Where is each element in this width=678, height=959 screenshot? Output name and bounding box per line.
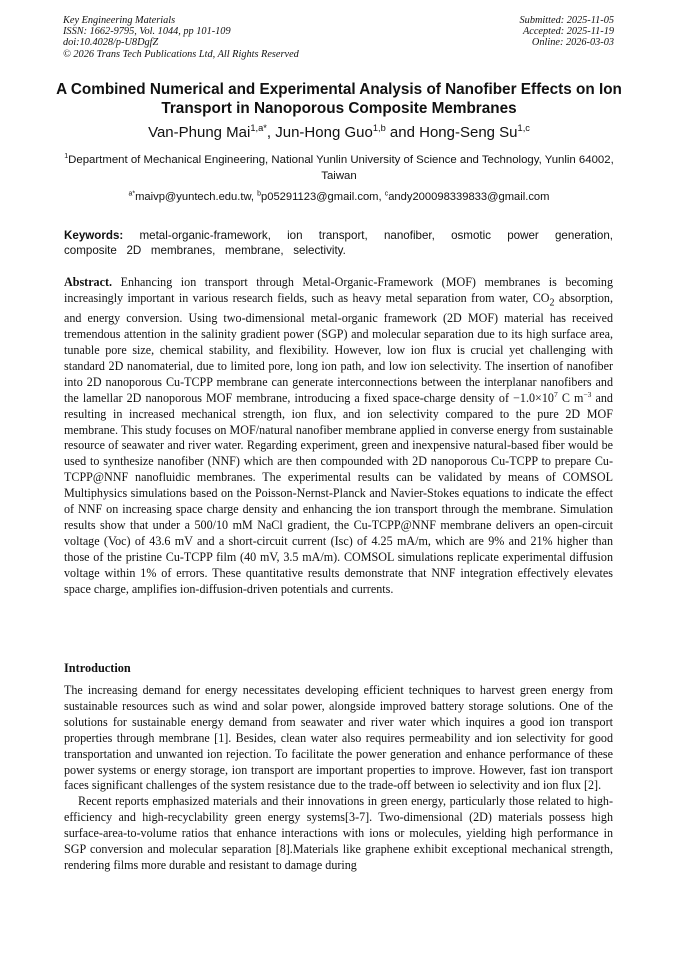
author-name: Hong-Seng Su — [419, 124, 518, 141]
author-name: Jun-Hong Guo — [275, 124, 373, 141]
journal-doi[interactable]: doi:10.4028/p-U8DgfZ — [63, 37, 159, 49]
journal-issn: ISSN: 1662-9795, Vol. 1044, pp 101-109 — [63, 26, 231, 38]
affiliation — [60, 152, 618, 184]
intro-paragraph: Recent reports emphasized materials and their innovations in green energy, particularly those related to high-efficiency and high-recyclability green energy systems[3-7]. Two-dimensional (2D) materials possess high surface-area-to-volume ratios that enhance interactions with ions or molecules, yielding high performance in SGP conversion and molecular separation [8].Materials like graphene exhibit exceptional mechanical strength, rendering films more durable and resistant to damage during — [64, 794, 613, 872]
author-separator: , — [266, 124, 276, 141]
abstract-text: C m — [557, 390, 584, 405]
introduction-body — [64, 683, 613, 874]
email-link[interactable]: p05291123@gmail.com — [261, 191, 379, 203]
affiliation-mark: 1 — [64, 153, 69, 161]
author-conjunction: and — [385, 124, 420, 141]
journal-name: Key Engineering Materials — [63, 15, 176, 26]
section-heading-introduction: Introduction — [64, 661, 131, 675]
author-affil-mark: 1,c — [517, 123, 530, 133]
abstract-label: Abstract. — [64, 275, 113, 289]
keywords-text: metal-organic-framework, ion transport, nanofiber, osmotic power generation, composite 2D membranes, membrane, selectivity. — [64, 229, 613, 257]
paper-title: A Combined Numerical and Experimental Analysis of Nanofiber Effects on Ion Transport in Nanoporous Composite Membranes — [56, 81, 622, 117]
accepted-date: Accepted: 2025-11-19 — [522, 26, 614, 38]
email-mark: a* — [128, 190, 136, 198]
online-date: Online: 2026-03-03 — [531, 37, 614, 49]
submitted-date: Submitted: 2025-11-05 — [519, 15, 614, 26]
author-affil-mark: 1,a* — [250, 123, 267, 133]
journal-header — [63, 15, 299, 60]
abstract — [64, 275, 613, 598]
email-mark: b — [257, 190, 261, 198]
journal-copyright: © 2026 Trans Tech Publications Ltd, All Rights Reserved — [63, 48, 299, 60]
author-list — [40, 124, 638, 142]
abstract-superscript: −3 — [583, 389, 592, 399]
abstract-subscript: 2 — [549, 297, 555, 309]
abstract-text: Enhancing ion transport through Metal-Organic-Framework (MOF) membranes is becoming increasingly important in various research fields, such as heavy metal separation from water, CO — [64, 275, 614, 305]
author-name: Van-Phung Mai — [148, 124, 251, 141]
keywords — [64, 228, 613, 258]
abstract-text: and resulting in increased mechanical strength, ion flux, and ion selectivity compared to the pure 2D MOF membrane. This study focuses on MOF/natural nanofiber membrane applied in converse energy from sustainable resource of seawater and river water. Regarding experiment, green and inexpensive natural-based fiber would be used to synthesize nanofiber (NNF) which are then compounded with 2D nanoporous Cu-TCPP to prepare Cu-TCPP@NNF nanofluidic membranes. The experimental results can be validated by means of COMSOL Multiphysics simulations based on the Poisson-Nernst-Planck and Navier-Stokes equations to indicate the effect of NNF on increasing space charge density and enhancing the ion transport through the membrane. Simulation results show that under a 500/10 mM NaCl gradient, the Cu-TCPP@NNF membrane delivers an open-circuit voltage (Voc) of 43.6 mV and a short-circuit current (Isc) of 4.25 mA/m, which are 9% and 21% higher than those of the pristine Cu-TCPP film (40 mV, 3.5 mA/m). COMSOL simulations replicate experimental diffusion voltage within 1% of errors. These quantitative results demonstrate that NNF integration effectively elevates space charge, amplifies ion-diffusion-driven potentials and currents. — [64, 390, 613, 596]
dates-header — [520, 15, 614, 49]
affiliation-text: Department of Mechanical Engineering, National Yunlin University of Science and Technology, Yunlin 64002, Taiwan — [68, 154, 614, 182]
email-list: $^{a*}$maivp@yuntech.edu.tw, $^b$p05291123@gmail.com, $^c$andy200098339833@gmail.com — [128, 190, 550, 203]
keywords-label: Keywords: — [64, 229, 124, 242]
abstract-superscript: 7 — [553, 389, 558, 399]
email-link[interactable]: maivp@yuntech.edu.tw — [135, 191, 251, 203]
email-link[interactable]: andy200098339833@gmail.com — [388, 191, 550, 203]
email-mark: c — [384, 190, 389, 198]
intro-paragraph: The increasing demand for energy necessitates developing efficient techniques to harvest green energy from sustainable resources such as wind and solar power, alongside improved battery storage solutions. One of the solutions for sustainable energy demand from seawater and river water which inquires a good ion transport properties through membrane [1]. Besides, clean water also requires permeability and ion selectivity for good transportation and unwanted ion rejection. To facilitate the power generation and enhance performance of these power systems or energy storage, ion transport are important properties to improve. However, fast ion transport faces significant challenges of the system resistance due to the trade-off between io selectivity and ion flux [2]. — [64, 683, 613, 793]
author-affil-mark: 1,b — [372, 123, 386, 133]
abstract-text: absorption, and energy conversion. Using two-dimensional metal-organic framework (2D MOF) material has received tremendous attention in the salinity gradient power (SGP) and molecular separation due to its high surface area, tunable pore size, chemical stability, and flexibility. However, low ion flux is crucial yet challenging with standard 2D nanomaterial, due to limited pore, long ion path, and low ion selectivity. The insertion of nanofiber into 2D nanoporous Cu-TCPP membrane can generate interconnections between the interplanar nanofibers and the lamellar 2D nanoporous MOF membrane, introducing a fixed space-charge density of −1.0×10 — [64, 290, 613, 405]
